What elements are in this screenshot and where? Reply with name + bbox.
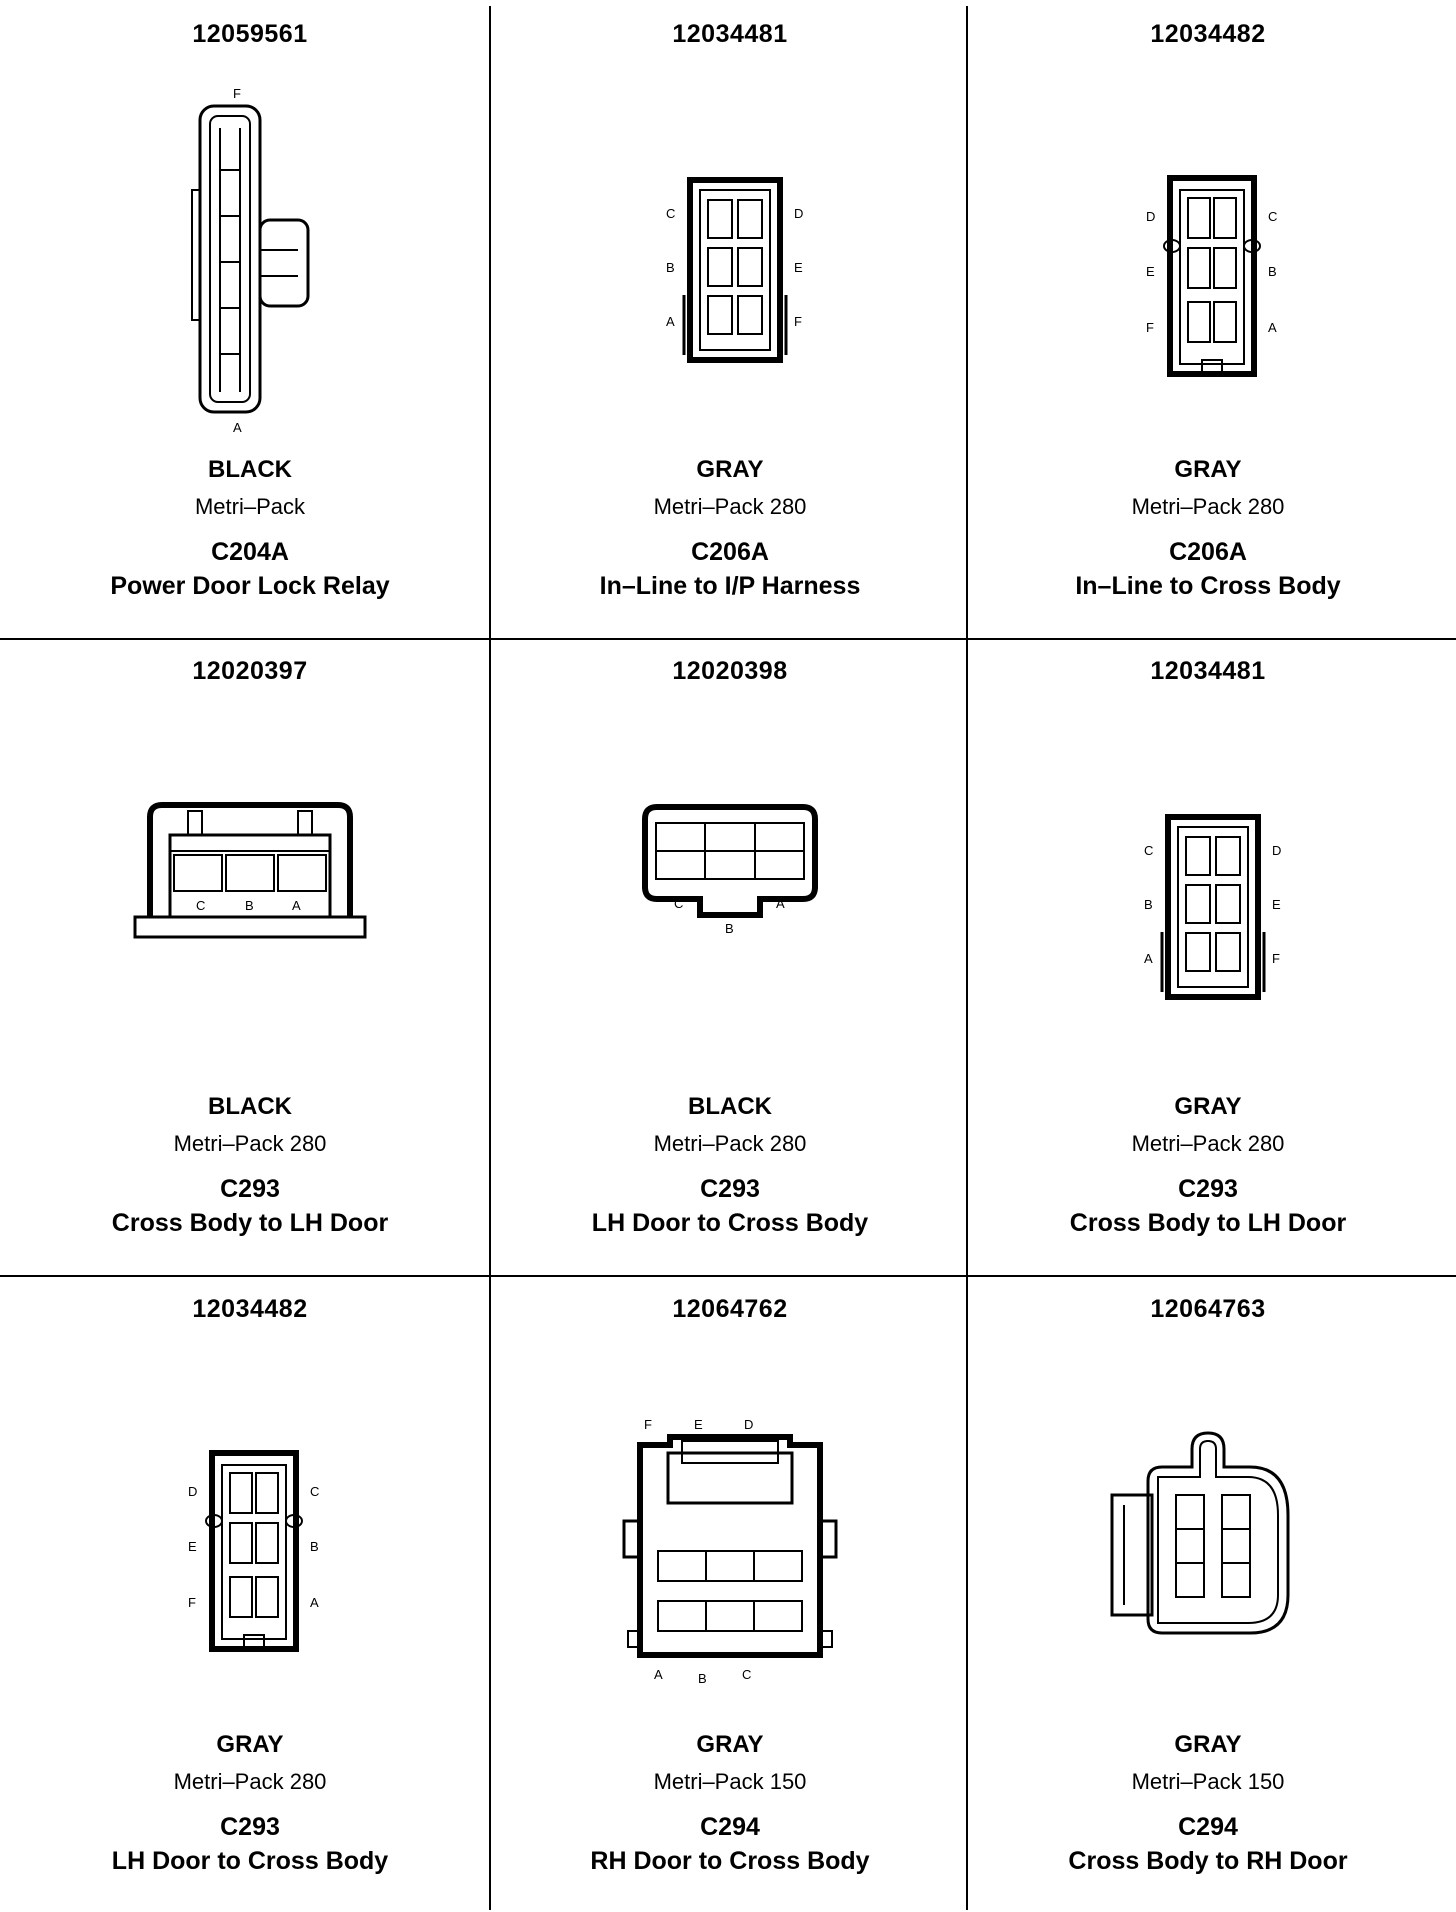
connector-cell — [490, 0, 970, 636]
connector-cell — [968, 0, 1448, 636]
terminal-series: Metri–Pack 280 — [1131, 494, 1285, 519]
connector-description: LH Door to Cross Body — [111, 1847, 389, 1875]
wire-color: BLACK — [208, 1093, 292, 1120]
wire-color: GRAY — [1174, 1093, 1242, 1120]
wire-color: BLACK — [208, 456, 292, 483]
pin-label: F — [233, 86, 241, 101]
wire-color: GRAY — [1174, 1731, 1242, 1758]
terminal-series: Metri–Pack 280 — [173, 1131, 327, 1156]
part-number: 12020398 — [672, 657, 788, 685]
connector-description: In–Line to Cross Body — [1075, 572, 1341, 600]
terminal-series: Metri–Pack — [194, 494, 306, 519]
pin-label: B — [725, 921, 734, 936]
pin-label: B — [1144, 897, 1153, 912]
connector-id: C204A — [211, 538, 289, 566]
pin-label: A — [233, 420, 242, 435]
pin-label: E — [694, 1417, 703, 1432]
wire-color: GRAY — [696, 1731, 764, 1758]
terminal-series: Metri–Pack 150 — [1131, 1769, 1285, 1794]
pin-label: E — [188, 1539, 197, 1554]
pin-label: C — [742, 1667, 752, 1682]
pin-label: B — [245, 898, 254, 913]
connector-description: Cross Body to LH Door — [1069, 1209, 1347, 1237]
pin-label: E — [1146, 264, 1155, 279]
connector-cell — [490, 637, 970, 1273]
connector-id: C293 — [220, 1813, 280, 1841]
connector-6way-female-icon — [968, 707, 1448, 1087]
pin-label: F — [1272, 951, 1280, 966]
pin-label: D — [744, 1417, 754, 1432]
connector-id: C293 — [220, 1175, 280, 1203]
part-number: 12064763 — [1150, 1295, 1266, 1323]
pin-label: E — [794, 260, 803, 275]
connector-cell — [10, 1275, 490, 1911]
pin-label: A — [654, 1667, 663, 1682]
pin-label: A — [776, 896, 785, 911]
part-number: 12020397 — [192, 657, 308, 685]
connector-6way-dual-row-icon — [490, 1345, 970, 1725]
wire-color: GRAY — [216, 1731, 284, 1758]
terminal-series: Metri–Pack 280 — [653, 494, 807, 519]
pin-label: E — [1272, 897, 1281, 912]
part-number: 12034482 — [1150, 20, 1266, 48]
pin-label: A — [310, 1595, 319, 1610]
part-number: 12034482 — [192, 1295, 308, 1323]
connector-6way-female-icon — [490, 70, 970, 450]
pin-label: F — [794, 314, 802, 329]
connector-id: C293 — [700, 1175, 760, 1203]
pin-label: F — [644, 1417, 652, 1432]
terminal-series: Metri–Pack 280 — [1131, 1131, 1285, 1156]
connector-cell — [10, 637, 490, 1273]
connector-id: C294 — [700, 1813, 760, 1841]
pin-label: A — [1144, 951, 1153, 966]
pin-label: B — [698, 1671, 707, 1686]
connector-3way-female-icon — [490, 707, 970, 1087]
pin-label: D — [794, 206, 804, 221]
connector-cell — [10, 0, 490, 636]
pin-label: F — [1146, 320, 1154, 335]
connector-description: Cross Body to RH Door — [1068, 1847, 1348, 1875]
wire-color: GRAY — [696, 456, 764, 483]
pin-label: C — [1268, 209, 1278, 224]
terminal-series: Metri–Pack 280 — [173, 1769, 327, 1794]
connector-description: LH Door to Cross Body — [591, 1209, 869, 1237]
part-number: 12064762 — [672, 1295, 788, 1323]
connector-description: In–Line to I/P Harness — [599, 572, 861, 600]
pin-label: D — [188, 1484, 198, 1499]
connector-description: RH Door to Cross Body — [590, 1847, 870, 1875]
pin-label: A — [292, 898, 301, 913]
connector-description: Power Door Lock Relay — [110, 572, 390, 600]
terminal-series: Metri–Pack 150 — [653, 1769, 807, 1794]
part-number: 12059561 — [192, 20, 308, 48]
wire-color: GRAY — [1174, 456, 1242, 483]
pin-label: D — [1146, 209, 1156, 224]
pin-label: A — [666, 314, 675, 329]
connector-id: C206A — [691, 538, 769, 566]
connector-id: C206A — [1169, 538, 1247, 566]
pin-label: C — [666, 206, 676, 221]
part-number: 12034481 — [1150, 657, 1266, 685]
connector-6way-rounded-icon — [968, 1345, 1448, 1725]
connector-6way-male-icon — [968, 70, 1448, 450]
pin-label: C — [310, 1484, 320, 1499]
pin-label: B — [666, 260, 675, 275]
part-number: 12034481 — [672, 20, 788, 48]
connector-id: C293 — [1178, 1175, 1238, 1203]
connector-cell — [968, 1275, 1448, 1911]
pin-label: C — [196, 898, 206, 913]
pin-label: B — [1268, 264, 1277, 279]
pin-label: B — [310, 1539, 319, 1554]
connector-6way-vertical-icon — [10, 70, 490, 450]
connector-id: C294 — [1178, 1813, 1238, 1841]
pin-label: C — [674, 896, 684, 911]
wire-color: BLACK — [688, 1093, 772, 1120]
connector-6way-male-icon — [10, 1345, 490, 1725]
pin-label: A — [1268, 320, 1277, 335]
connector-description: Cross Body to LH Door — [111, 1209, 389, 1237]
pin-label: C — [1144, 843, 1154, 858]
connector-cell — [968, 637, 1448, 1273]
pin-label: F — [188, 1595, 196, 1610]
pin-label: D — [1272, 843, 1282, 858]
connector-3way-male-icon — [10, 707, 490, 1087]
connector-cell — [490, 1275, 970, 1911]
terminal-series: Metri–Pack 280 — [653, 1131, 807, 1156]
